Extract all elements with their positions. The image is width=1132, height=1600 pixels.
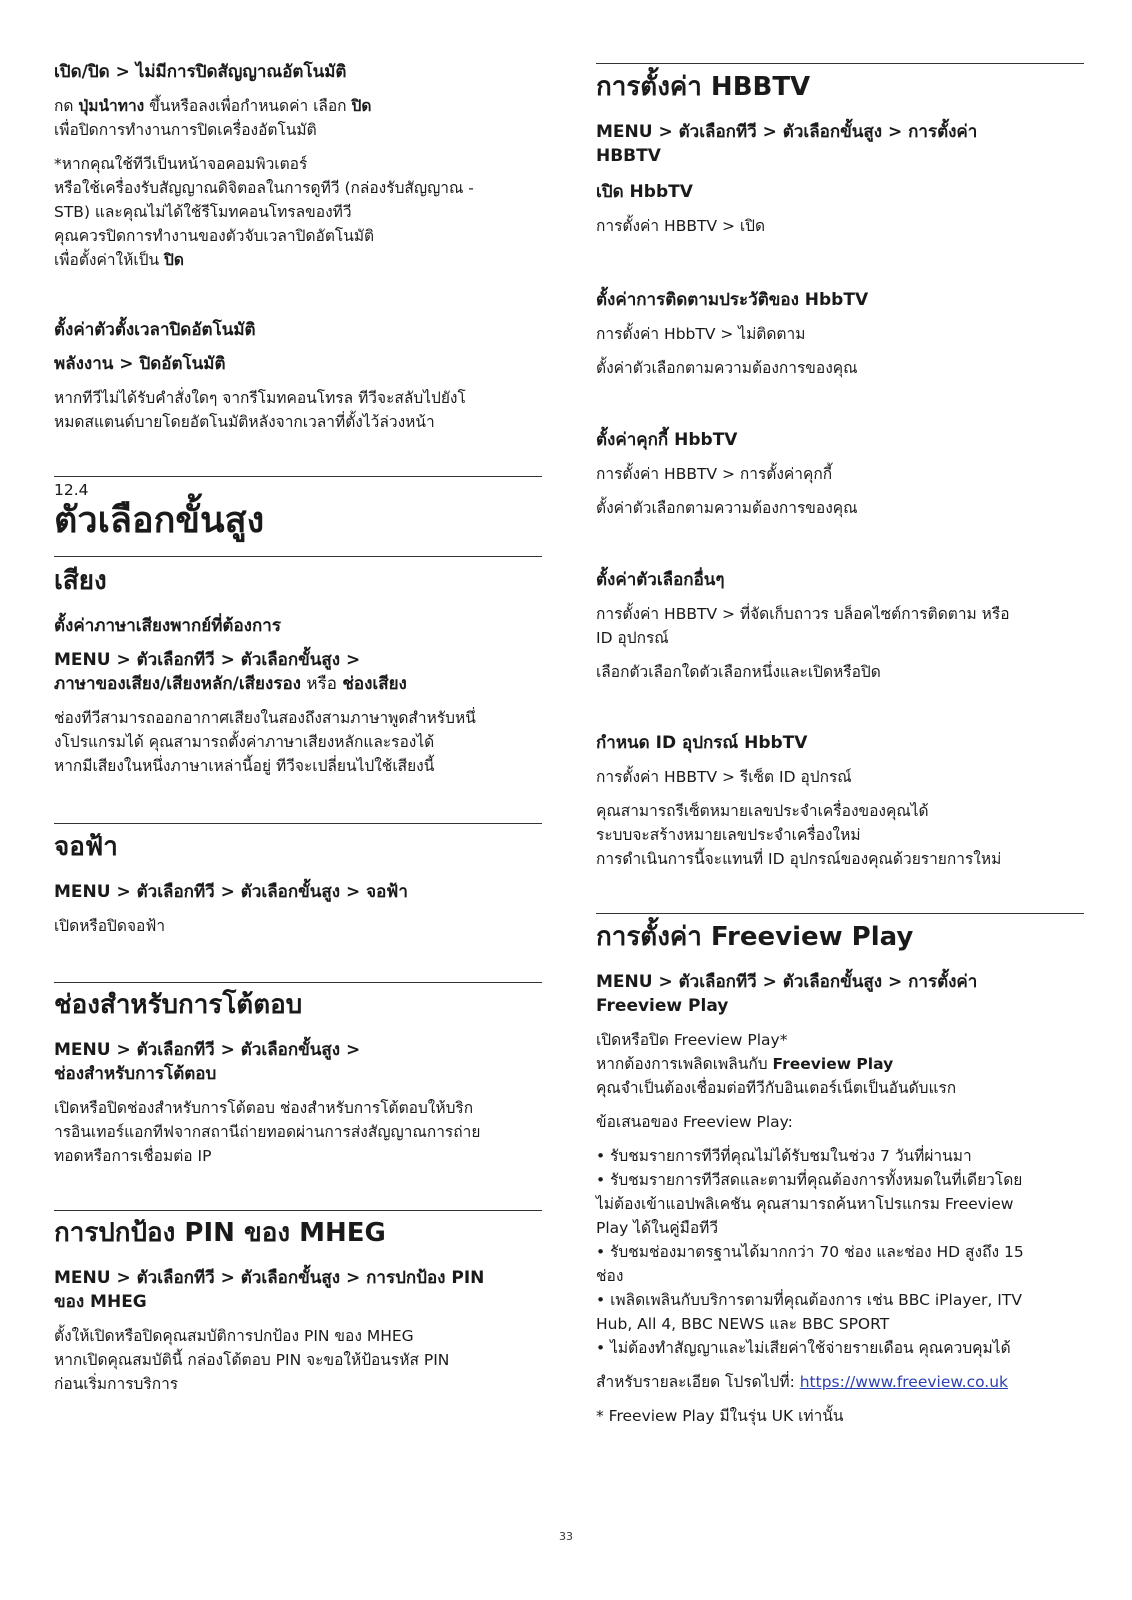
hbbtv-other-block: [596, 568, 1084, 684]
blue-screen-desc: เปิดหรือปิดจอฟ้า: [54, 917, 166, 935]
section-title: ตัวเลือกขั้นสูง: [54, 500, 265, 541]
freeview-term: Freeview Play: [772, 1055, 894, 1073]
audio-path-line1: MENU > ตัวเลือกทีวี > ตัวเลือกขั้นสูง >: [54, 650, 361, 670]
audio-divider: [54, 556, 542, 557]
text-fragment: เพื่อตั้งค่าให้เป็น: [54, 251, 164, 269]
mheg-path-line2: ของ MHEG: [54, 1292, 147, 1312]
audio-title: เสียง: [54, 566, 107, 596]
page-number: 33: [559, 1530, 573, 1543]
hbbtv-track-path: การตั้งค่า HbbTV > ไม่ติดตาม: [596, 325, 806, 343]
auto-off-path: เปิด/ปิด > ไม่มีการปิดสัญญาณอัตโนมัติ: [54, 62, 347, 82]
timer-heading: ตั้งค่าตัวตั้งเวลาปิดอัตโนมัติ: [54, 320, 256, 340]
hbbtv-on-heading: เปิด HbbTV: [596, 182, 693, 202]
hbbtv-id-desc-line2: ระบบจะสร้างหมายเลขประจำเครื่องใหม่: [596, 826, 861, 844]
mheg-title: การปกป้อง PIN ของ MHEG: [54, 1218, 386, 1248]
hbbtv-id-desc-line3: การดำเนินการนี้จะแทนที่ ID อุปกรณ์ของคุณด้วยรายการใหม่: [596, 850, 1002, 868]
freeview-bullet-5: • ไม่ต้องทำสัญญาและไม่เสียค่าใช้จ่ายรายเดือน คุณควบคุมได้: [596, 1339, 1011, 1357]
hbbtv-track-block: [596, 288, 1084, 380]
interactive-block: [54, 988, 542, 1168]
freeview-bullet-2-line2: ไม่ต้องเข้าแอปพลิเคชัน คุณสามารถค้นหาโปรแกรม Freeview: [596, 1195, 1014, 1213]
audio-path-line2: [54, 672, 542, 696]
section-divider: [54, 476, 542, 477]
interactive-desc-line1: เปิดหรือปิดช่องสำหรับการโต้ตอบ ช่องสำหรับการโต้ตอบให้บริก: [54, 1099, 474, 1117]
freeview-bullet-1: • รับชมรายการทีวีที่คุณไม่ได้รับชมในช่วง 7 วันที่ผ่านมา: [596, 1147, 972, 1165]
freeview-bullet-2-line3: Play ได้ในคู่มือทีวี: [596, 1219, 719, 1237]
audio-desc-line1: ช่องทีวีสามารถออกอากาศเสียงในสองถึงสามภาษาพูดสำหรับหนึ่: [54, 709, 476, 727]
hbbtv-on-block: [596, 180, 1084, 238]
interactive-divider: [54, 982, 542, 983]
section-header: [54, 480, 542, 542]
text-fragment: ภาษาของเสียง/เสียงหลัก/เสียงรอง: [54, 674, 301, 694]
freeview-block: [596, 920, 1084, 1428]
freeview-intro-line3: คุณจำเป็นต้องเชื่อมต่อทีวีกับอินเตอร์เน็ตเป็นอันดับแรก: [596, 1079, 957, 1097]
freeview-bullet-3-line1: • รับชมช่องมาตรฐานได้มากกว่า 70 ช่อง และช่อง HD สูงถึง 15: [596, 1243, 1024, 1261]
hbbtv-title: การตั้งค่า HBBTV: [596, 72, 811, 102]
freeview-title: การตั้งค่า Freeview Play: [596, 922, 914, 952]
hbbtv-cookie-heading: ตั้งค่าคุกกี้ HbbTV: [596, 430, 738, 450]
auto-off-block: [54, 60, 542, 272]
hbbtv-on-path: การตั้งค่า HBBTV > เปิด: [596, 217, 766, 235]
audio-desc-line2: งโปรแกรมได้ คุณสามารถตั้งค่าภาษาเสียงหลักและรองได้: [54, 733, 435, 751]
nav-button-term: ปุ่มนำทาง: [78, 97, 145, 115]
text-fragment: ช่องเสียง: [342, 674, 407, 694]
hbbtv-other-heading: ตั้งค่าตัวเลือกอื่นๆ: [596, 570, 725, 590]
freeview-bullet-4-line2: Hub, All 4, BBC NEWS และ BBC SPORT: [596, 1315, 890, 1333]
hbbtv-track-desc: ตั้งค่าตัวเลือกตามความต้องการของคุณ: [596, 359, 858, 377]
blue-screen-title: จอฟ้า: [54, 832, 118, 862]
freeview-bullet-3-line2: ช่อง: [596, 1267, 624, 1285]
interactive-desc-line3: ทอดหรือการเชื่อมต่อ IP: [54, 1147, 212, 1165]
interactive-title: ช่องสำหรับการโต้ตอบ: [54, 990, 303, 1020]
hbbtv-other-path-line1: การตั้งค่า HBBTV > ที่จัดเก็บถาวร บล็อคไซต์การติดตาม หรือ: [596, 605, 1010, 623]
blue-screen-block: [54, 830, 542, 938]
mheg-divider: [54, 1210, 542, 1211]
freeview-intro-line2: [596, 1052, 1084, 1076]
off-term: ปิด: [351, 97, 372, 115]
freeview-details: [596, 1370, 1084, 1394]
mheg-desc-line2: หากเปิดคุณสมบัตินี้ กล่องโต้ตอบ PIN จะขอให้ป้อนรหัส PIN: [54, 1351, 450, 1369]
hbbtv-id-block: [596, 731, 1084, 871]
hbbtv-cookie-desc: ตั้งค่าตัวเลือกตามความต้องการของคุณ: [596, 499, 858, 517]
timer-desc-line2: หมดสแตนด์บายโดยอัตโนมัติหลังจากเวลาที่ตั้งไว้ล่วงหน้า: [54, 413, 435, 431]
text-fragment: หรือ: [300, 674, 343, 694]
freeview-link[interactable]: https://www.freeview.co.uk: [799, 1373, 1009, 1391]
freeview-intro-line1: เปิดหรือปิด Freeview Play*: [596, 1031, 788, 1049]
timer-path: พลังงาน > ปิดอัตโนมัติ: [54, 354, 226, 374]
interactive-path-line1: MENU > ตัวเลือกทีวี > ตัวเลือกขั้นสูง >: [54, 1040, 361, 1060]
blue-screen-divider: [54, 823, 542, 824]
mheg-desc-line3: ก่อนเริ่มการบริการ: [54, 1375, 179, 1393]
auto-off-instruction: [54, 94, 542, 118]
hbbtv-cookie-block: [596, 428, 1084, 520]
hbbtv-block: [596, 70, 1084, 168]
audio-desc-line3: หากมีเสียงในหนึ่งภาษาเหล่านี้อยู่ ทีวีจะเปลี่ยนไปใช้เสียงนี้: [54, 757, 435, 775]
auto-off-note-line3: STB) และคุณไม่ได้ใช้รีโมทคอนโทรลของทีวี: [54, 203, 352, 221]
hbbtv-path-line1: MENU > ตัวเลือกทีวี > ตัวเลือกขั้นสูง > การตั้งค่า: [596, 122, 978, 142]
blue-screen-path: MENU > ตัวเลือกทีวี > ตัวเลือกขั้นสูง > จอฟ้า: [54, 882, 408, 902]
hbbtv-id-heading: กำหนด ID อุปกรณ์ HbbTV: [596, 733, 808, 753]
freeview-bullet-2-line1: • รับชมรายการทีวีสดและตามที่คุณต้องการทั้งหมดในที่เดียวโดย: [596, 1171, 1023, 1189]
audio-block: [54, 564, 542, 778]
auto-off-note-line2: หรือใช้เครื่องรับสัญญาณดิจิตอลในการดูทีวี (กล่องรับสัญญาณ -: [54, 179, 474, 197]
auto-off-instruction-line2: เพื่อปิดการทำงานการปิดเครื่องอัตโนมัติ: [54, 121, 317, 139]
audio-heading: ตั้งค่าภาษาเสียงพากย์ที่ต้องการ: [54, 616, 281, 636]
auto-off-note-line4: คุณควรปิดการทำงานของตัวจับเวลาปิดอัตโนมัติ: [54, 227, 375, 245]
freeview-path-line1: MENU > ตัวเลือกทีวี > ตัวเลือกขั้นสูง > การตั้งค่า: [596, 972, 978, 992]
timer-desc-line1: หากทีวีไม่ได้รับคำสั่งใดๆ จากรีโมทคอนโทรล ทีวีจะสลับไปยังโ: [54, 389, 466, 407]
freeview-divider: [596, 913, 1084, 914]
hbbtv-cookie-path: การตั้งค่า HBBTV > การตั้งค่าคุกกี้: [596, 465, 833, 483]
text-fragment: ขึ้นหรือลงเพื่อกำหนดค่า เลือก: [144, 97, 352, 115]
hbbtv-path-line2: HBBTV: [596, 146, 661, 166]
auto-off-note-line5: [54, 248, 542, 272]
freeview-offers-heading: ข้อเสนอของ Freeview Play:: [596, 1113, 793, 1131]
section-number: 12.4: [54, 481, 89, 499]
interactive-desc-line2: ารอินเทอร์แอกทีฟจากสถานีถ่ายทอดผ่านการส่งสัญญาณการถ่าย: [54, 1123, 481, 1141]
freeview-bullet-4-line1: • เพลิดเพลินกับบริการตามที่คุณต้องการ เช่น BBC iPlayer, ITV: [596, 1291, 1022, 1309]
freeview-path-line2: Freeview Play: [596, 996, 729, 1016]
mheg-path-line1: MENU > ตัวเลือกทีวี > ตัวเลือกขั้นสูง > การปกป้อง PIN: [54, 1268, 485, 1288]
interactive-path-line2: ช่องสำหรับการโต้ตอบ: [54, 1064, 217, 1084]
hbbtv-id-path: การตั้งค่า HBBTV > รีเซ็ต ID อุปกรณ์: [596, 768, 852, 786]
timer-block: [54, 318, 542, 434]
hbbtv-other-desc: เลือกตัวเลือกใดตัวเลือกหนึ่งและเปิดหรือปิด: [596, 663, 881, 681]
auto-off-note-line1: *หากคุณใช้ทีวีเป็นหน้าจอคอมพิวเตอร์: [54, 155, 308, 173]
freeview-footnote: * Freeview Play มีในรุ่น UK เท่านั้น: [596, 1407, 844, 1425]
off-term: ปิด: [163, 251, 184, 269]
text-fragment: หากต้องการเพลิดเพลินกับ: [596, 1055, 773, 1073]
hbbtv-other-path-line2: ID อุปกรณ์: [596, 629, 669, 647]
text-fragment: สำหรับรายละเอียด โปรดไปที่:: [596, 1373, 800, 1391]
mheg-desc-line1: ตั้งให้เปิดหรือปิดคุณสมบัติการปกป้อง PIN ของ MHEG: [54, 1327, 414, 1345]
hbbtv-divider: [596, 63, 1084, 64]
hbbtv-track-heading: ตั้งค่าการติดตามประวัติของ HbbTV: [596, 290, 869, 310]
text-fragment: กด: [54, 97, 79, 115]
mheg-block: [54, 1216, 542, 1396]
hbbtv-id-desc-line1: คุณสามารถรีเซ็ตหมายเลขประจำเครื่องของคุณได้: [596, 802, 929, 820]
